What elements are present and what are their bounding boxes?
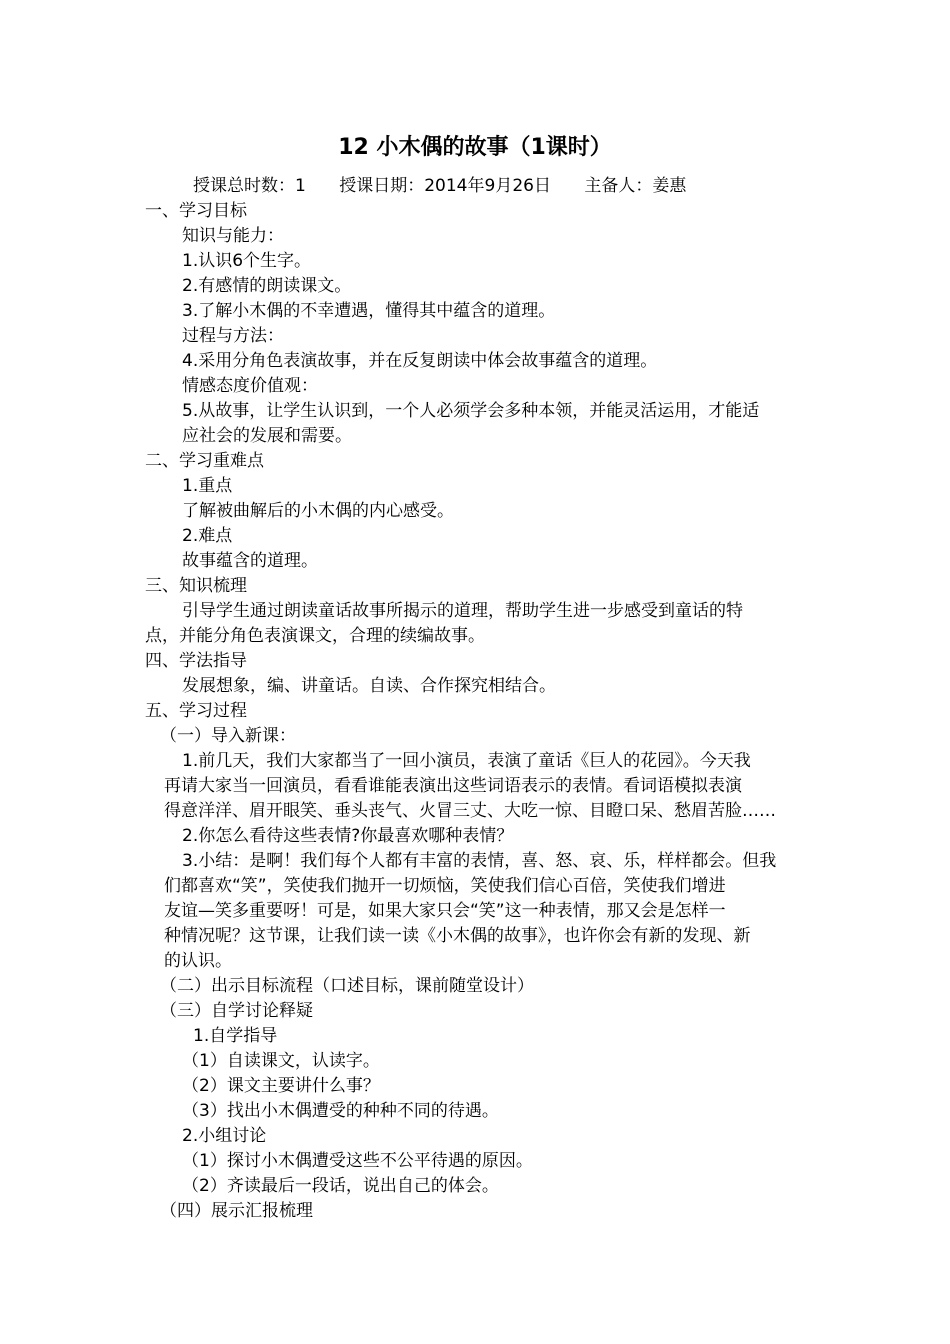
subheading: 过程与方法： — [182, 326, 284, 346]
body-line: （3）找出小木偶遭受的种种不同的待遇。 — [182, 1101, 499, 1121]
body-line: （1）自读课文，认读字。 — [182, 1051, 380, 1071]
subheading: 2.难点 — [182, 526, 233, 546]
subheading: （二）出示目标流程（口述目标，课前随堂设计） — [160, 976, 534, 996]
body-line: 2.你怎么看待这些表情?你最喜欢哪种表情？ — [182, 826, 514, 846]
meta-preparer: 主备人：姜惠 — [584, 176, 687, 196]
body-line: 2.有感情的朗读课文。 — [182, 276, 352, 296]
body-line: 应社会的发展和需要。 — [182, 426, 352, 446]
body-line: 点，并能分角色表演课文，合理的续编故事。 — [145, 626, 485, 646]
lesson-meta — [193, 174, 714, 198]
section-heading: 三、知识梳理 — [145, 576, 247, 596]
body-line: 友谊—笑多重要呀！可是，如果大家只会“笑”这一种表情，那又会是怎样一 — [164, 901, 726, 921]
body-line: （1）探讨小木偶遭受这些不公平待遇的原因。 — [182, 1151, 533, 1171]
body-line: 了解被曲解后的小木偶的内心感受。 — [182, 501, 454, 521]
body-line: 1.前几天，我们大家都当了一回小演员，表演了童话《巨人的花园》。今天我 — [182, 751, 751, 771]
body-line: 发展想象，编、讲童话。自读、合作探究相结合。 — [182, 676, 556, 696]
body-line: 得意洋洋、眉开眼笑、垂头丧气、火冒三丈、大吃一惊、目瞪口呆、愁眉苦脸…… — [164, 801, 776, 821]
section-heading: 五、学习过程 — [145, 701, 247, 721]
subheading: 情感态度价值观： — [182, 376, 318, 396]
body-line: 故事蕴含的道理。 — [182, 551, 318, 571]
subheading: （三）自学讨论释疑 — [160, 1001, 313, 1021]
body-line: 们都喜欢“笑”，笑使我们抛开一切烦恼，笑使我们信心百倍，笑使我们增进 — [164, 876, 726, 896]
meta-total-hours: 授课总时数：1 — [193, 176, 306, 196]
body-line: （2）齐读最后一段话，说出自己的体会。 — [182, 1176, 499, 1196]
body-line: 1.自学指导 — [193, 1026, 278, 1046]
body-line: 的认识。 — [164, 951, 232, 971]
section-heading: 一、学习目标 — [145, 201, 247, 221]
subheading: 1.重点 — [182, 476, 233, 496]
body-line: 2.小组讨论 — [182, 1126, 267, 1146]
body-line: 引导学生通过朗读童话故事所揭示的道理，帮助学生进一步感受到童话的特 — [182, 601, 743, 621]
body-line: （2）课文主要讲什么事？ — [182, 1076, 380, 1096]
subheading: （四）展示汇报梳理 — [160, 1201, 313, 1221]
body-line: 1.认识6个生字。 — [182, 251, 312, 271]
subheading: 知识与能力： — [182, 226, 284, 246]
body-line: 4.采用分角色表演故事，并在反复朗读中体会故事蕴含的道理。 — [182, 351, 658, 371]
section-heading: 二、学习重难点 — [145, 451, 264, 471]
subheading: （一）导入新课： — [160, 726, 296, 746]
lesson-title: 12 小木偶的故事（1课时） — [338, 135, 612, 160]
meta-date: 授课日期：2014年9月26日 — [339, 176, 551, 196]
body-line: 再请大家当一回演员，看看谁能表演出这些词语表示的表情。看词语模拟表演 — [164, 776, 742, 796]
body-line: 5.从故事，让学生认识到，一个人必须学会多种本领，并能灵活运用，才能适 — [182, 401, 760, 421]
body-line: 3.小结：是啊！我们每个人都有丰富的表情，喜、怒、哀、乐，样样都会。但我 — [182, 851, 777, 871]
body-line: 3.了解小木偶的不幸遭遇，懂得其中蕴含的道理。 — [182, 301, 556, 321]
section-heading: 四、学法指导 — [145, 651, 247, 671]
body-line: 种情况呢？这节课，让我们读一读《小木偶的故事》，也许你会有新的发现、新 — [164, 926, 751, 946]
